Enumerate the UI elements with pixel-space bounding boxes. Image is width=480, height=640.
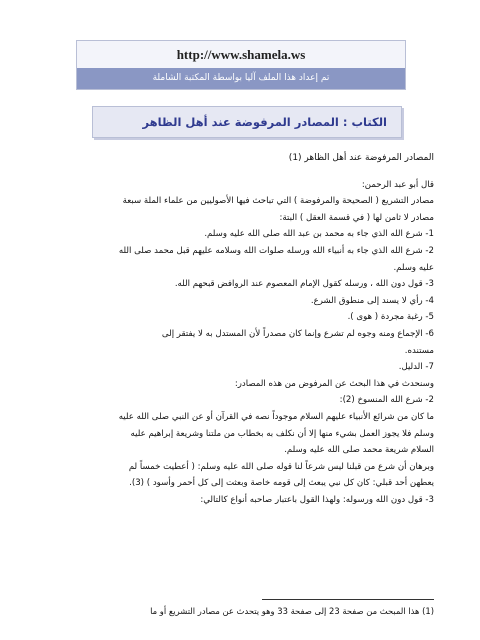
text-line: 5- رغبة مجردة ( هوى ). [347,312,434,323]
section-heading: المصادر المرفوضة عند أهل الظاهر (1) [288,153,434,163]
text-line: يعطهن أحد قبلي: كان كل نبي يبعث إلى قومه خاصة وبعثت إلى كل أحمر وأسود ) (3). [129,478,434,489]
document-body [38,150,434,508]
book-title: الكتاب : المصادر المرفوضة عند أهل الظاهر [92,106,402,138]
text-line: مصادر التشريع ( الصحيحة والمرفوضة ) التي تباحث فيها الأصوليين من علماء الملة سبعة [122,196,434,207]
text-line: وسلم فلا يجوز العمل بشيء منها إلا أن نكلف به بخطاب من ملتنا وشريعة إبراهيم عليه [130,428,434,439]
text-line: 4- رأي لا يسند إلى منطوق الشرع. [310,295,434,306]
text-line: 7- الدليل. [398,362,434,373]
footnote-divider [262,599,434,600]
text-line: 2- شرع الله المنسوخ (2): [339,395,434,406]
text-line: 2- شرع الله الذي جاء به أنبياء الله ورسله صلوات الله وسلامه عليهم قبل محمد صلى الله [118,245,434,256]
text-line: مصادر لا ثامن لها ( في قسمة العقل ) البتة: [279,212,434,223]
text-line: 3- قول دون الله ، ورسله كقول الإمام المعصوم عند الروافض قبحهم الله. [174,279,434,290]
text-line: مستنده. [404,345,434,356]
text-line: وبرهان أن شرع من قبلنا ليس شرعاً لنا قوله صلى الله عليه وسلم: ( أعطيت خمساً لم [128,461,434,472]
text-line: قال أبو عبد الرحمن: [361,179,434,190]
text-line: عليه وسلم. [393,262,434,273]
text-line: 3- قول دون الله ورسوله: ولهذا القول باعتبار صاحبه أنواع كالتالي: [200,494,434,505]
text-line: 1- شرع الله الذي جاء به محمد بن عبد الله صلى الله عليه وسلم. [204,229,434,240]
text-line: السلام شريعة محمد صلى الله عليه وسلم. [284,445,434,456]
site-url-link[interactable]: http://www.shamela.ws [176,47,306,62]
text-line: وسنحدث في هذا البحث عن المرفوض من هذه المصادر: [234,378,434,389]
footnote: (1) هذا المبحث من صفحة 23 إلى صفحة 33 وهو يتحدث عن مصادر التشريع أو ما [150,606,434,616]
text-line: 6- الإجماع ومنه وجوه لم تشرع وإنما كان مصدراً لأن المستدل به لا يفتقر إلى [161,328,434,339]
text-line: ما كان من شرائع الأنبياء عليهم السلام موجوداً نصه في القرآن أو عن النبي صلى الله عليه [118,411,434,422]
site-banner [76,40,406,90]
generated-note: تم إعداد هذا الملف آليا بواسطة المكتبة الشاملة [77,68,405,89]
